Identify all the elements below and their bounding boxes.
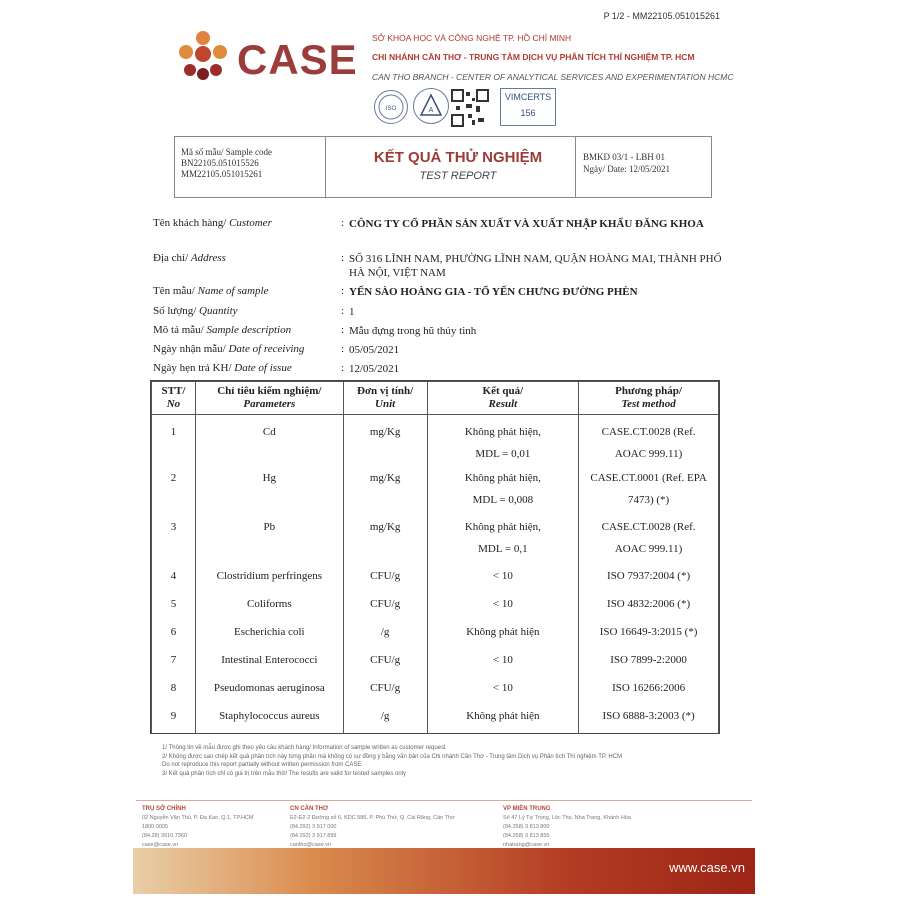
table-header-row bbox=[152, 382, 719, 415]
customer-value: CÔNG TY CỔ PHẦN SẢN XUẤT VÀ XUẤT NHẬP KHẨU ĐĂNG KHOA bbox=[349, 218, 704, 230]
table-row: 3 Pb mg/Kg Không phát hiện, MDL = 0,1 CASE.CT.0028 (Ref. AOAC 999.11) bbox=[152, 515, 719, 564]
sample-code-block bbox=[181, 147, 272, 180]
col-header-result: Kết quả/ Result bbox=[427, 382, 579, 415]
sample-code-label: Mã số mẫu/ Sample code bbox=[181, 147, 272, 157]
col-header-parameters: Chỉ tiêu kiểm nghiệm/ Parameters bbox=[195, 382, 343, 415]
table-row: 6 Escherichia coli /g Không phát hiện ISO 16649-3:2015 (*) bbox=[152, 620, 719, 648]
table-row: 1 Cd mg/Kg Không phát hiện, MDL = 0,01 CASE.CT.0028 (Ref. AOAC 999.11) bbox=[152, 415, 719, 467]
vimcerts-badge bbox=[500, 88, 556, 126]
form-block bbox=[583, 151, 670, 175]
report-title: KẾT QUẢ THỬ NGHIỆM bbox=[373, 149, 543, 166]
iso-seal-icon bbox=[374, 90, 408, 124]
table-row: 9 Staphylococcus aureus /g Không phát hiện ISO 6888-3:2003 (*) bbox=[152, 704, 719, 734]
report-subtitle: TEST REPORT bbox=[419, 170, 497, 182]
report-title-box bbox=[174, 136, 712, 198]
col-header-no: STT/ No bbox=[152, 382, 196, 415]
website-link[interactable]: www.case.vn bbox=[669, 860, 745, 875]
svg-text:ISO: ISO bbox=[385, 106, 397, 112]
info-address: Địa chỉ/ Address : SỐ 316 LĨNH NAM, PHƯỜNG LĨNH NAM, QUẬN HOÀNG MAI, THÀNH PHỐ HÀ NỘI, VIỆT NAM bbox=[153, 252, 341, 264]
quantity-value: 1 bbox=[349, 306, 355, 318]
footnote: 2/ Không được sao chép kết quả phân tích này từng phần mà không có sự đồng ý bằng văn bản của Chi nhánh Cần Thơ - Trung tâm Dịch vụ Phân tích Thí nghiệm TP. HCM bbox=[162, 753, 623, 760]
info-description: Mô tả mẫu/ Sample description : Mẫu đựng trong hũ thủy tinh bbox=[153, 324, 341, 336]
qr-code-icon bbox=[450, 88, 490, 128]
vimcerts-number: 156 bbox=[520, 108, 536, 118]
footnote: 3/ Kết quả phân tích chỉ có giá trị trên mẫu thử/ The results are valid for tested samples only bbox=[162, 770, 407, 777]
sample-code-1: BN22105.051015526 bbox=[181, 158, 259, 168]
table-row: 4 Clostridium perfringens CFU/g < 10 ISO 7937:2004 (*) bbox=[152, 564, 719, 592]
org-line-3: CAN THO BRANCH - CENTER OF ANALYTICAL SERVICES AND EXPERIMENTATION HCMC bbox=[372, 72, 734, 82]
footer-band bbox=[133, 848, 755, 894]
svg-text:A: A bbox=[428, 107, 434, 114]
footer-cantho-branch: CN CẦN THƠ E2-E2-2 Đường số 6, KDC 586, P. Phú Thứ, Q. Cái Răng, Cần Thơ (84.292) 3 917 000 (84.292) 3 917 899 cantho@case.vn bbox=[290, 806, 455, 848]
results-table bbox=[150, 380, 720, 734]
date-issue-value: 12/05/2021 bbox=[349, 363, 400, 375]
footer-central-office: VP MIỀN TRUNG Số 47 Lý Tự Trọng, Lộc Thọ, Nha Trang, Khánh Hòa (84.258) 3 813 800 (84.258) 3 813 855 nhatrang@case.vn bbox=[503, 806, 631, 848]
footnotes bbox=[162, 744, 682, 778]
col-header-unit: Đơn vị tính/ Unit bbox=[343, 382, 427, 415]
date-receiving-value: 05/05/2021 bbox=[349, 344, 400, 356]
table-row: 7 Intestinal Enterococci CFU/g < 10 ISO 7899-2:2000 bbox=[152, 648, 719, 676]
logo-text: CASE bbox=[237, 36, 358, 83]
report-date: Ngày/ Date: 12/05/2021 bbox=[583, 164, 670, 174]
info-quantity: Số lượng/ Quantity : 1 bbox=[153, 305, 341, 317]
info-date-receiving: Ngày nhận mẫu/ Date of receiving : 05/05/2021 bbox=[153, 343, 341, 355]
org-line-1: SỞ KHOA HỌC VÀ CÔNG NGHỆ TP. HỒ CHÍ MINH bbox=[372, 33, 572, 43]
sample-code-2: MM22105.051015261 bbox=[181, 169, 263, 179]
form-code: BMKD 03/1 - LBH 01 bbox=[583, 152, 666, 162]
case-logo-icon bbox=[172, 30, 234, 82]
table-row: 8 Pseudomonas aeruginosa CFU/g < 10 ISO 16266:2006 bbox=[152, 676, 719, 704]
org-line-2: CHI NHÁNH CẦN THƠ - TRUNG TÂM DỊCH VỤ PHÂN TÍCH THÍ NGHIỆM TP. HCM bbox=[372, 52, 695, 62]
address-value: SỐ 316 LĨNH NAM, PHƯỜNG LĨNH NAM, QUẬN HOÀNG MAI, THÀNH PHỐ HÀ NỘI, VIỆT NAM bbox=[349, 253, 722, 279]
footer-divider bbox=[136, 800, 752, 801]
sample-name-value: YẾN SÀO HOÀNG GIA - TỔ YẾN CHƯNG ĐƯỜNG PHÈN bbox=[349, 286, 638, 298]
vimcerts-label: VIMCERTS bbox=[504, 92, 552, 102]
page-number: P 1/2 - MM22105.051015261 bbox=[603, 11, 720, 21]
info-customer: Tên khách hàng/ Customer : CÔNG TY CỔ PHẦN SẢN XUẤT VÀ XUẤT NHẬP KHẨU ĐĂNG KHOA bbox=[153, 217, 341, 229]
table-row: 2 Hg mg/Kg Không phát hiện, MDL = 0,008 CASE.CT.0001 (Ref. EPA 7473) (*) bbox=[152, 466, 719, 515]
table-row: 5 Coliforms CFU/g < 10 ISO 4832:2006 (*) bbox=[152, 592, 719, 620]
vilas-seal-icon bbox=[413, 88, 449, 124]
info-sample-name: Tên mẫu/ Name of sample : YẾN SÀO HOÀNG GIA - TỔ YẾN CHƯNG ĐƯỜNG PHÈN bbox=[153, 285, 341, 297]
footnote: 1/ Thông tin về mẫu được ghi theo yêu cầu khách hàng/ Information of sample written as customer request bbox=[162, 745, 446, 751]
description-value: Mẫu đựng trong hũ thủy tinh bbox=[349, 325, 477, 337]
footer-head-office: TRỤ SỞ CHÍNH 02 Nguyễn Văn Thủ, P. Đa Kao, Q.1, TP.HCM 1800 0005 (84.28) 3910.7360 case@case.vn bbox=[142, 806, 254, 848]
col-header-method: Phương pháp/ Test method bbox=[579, 382, 719, 415]
info-date-issue: Ngày hẹn trả KH/ Date of issue : 12/05/2021 bbox=[153, 362, 341, 374]
footnote: Do not reproduce this report partially without written permission from CASE bbox=[162, 762, 362, 768]
